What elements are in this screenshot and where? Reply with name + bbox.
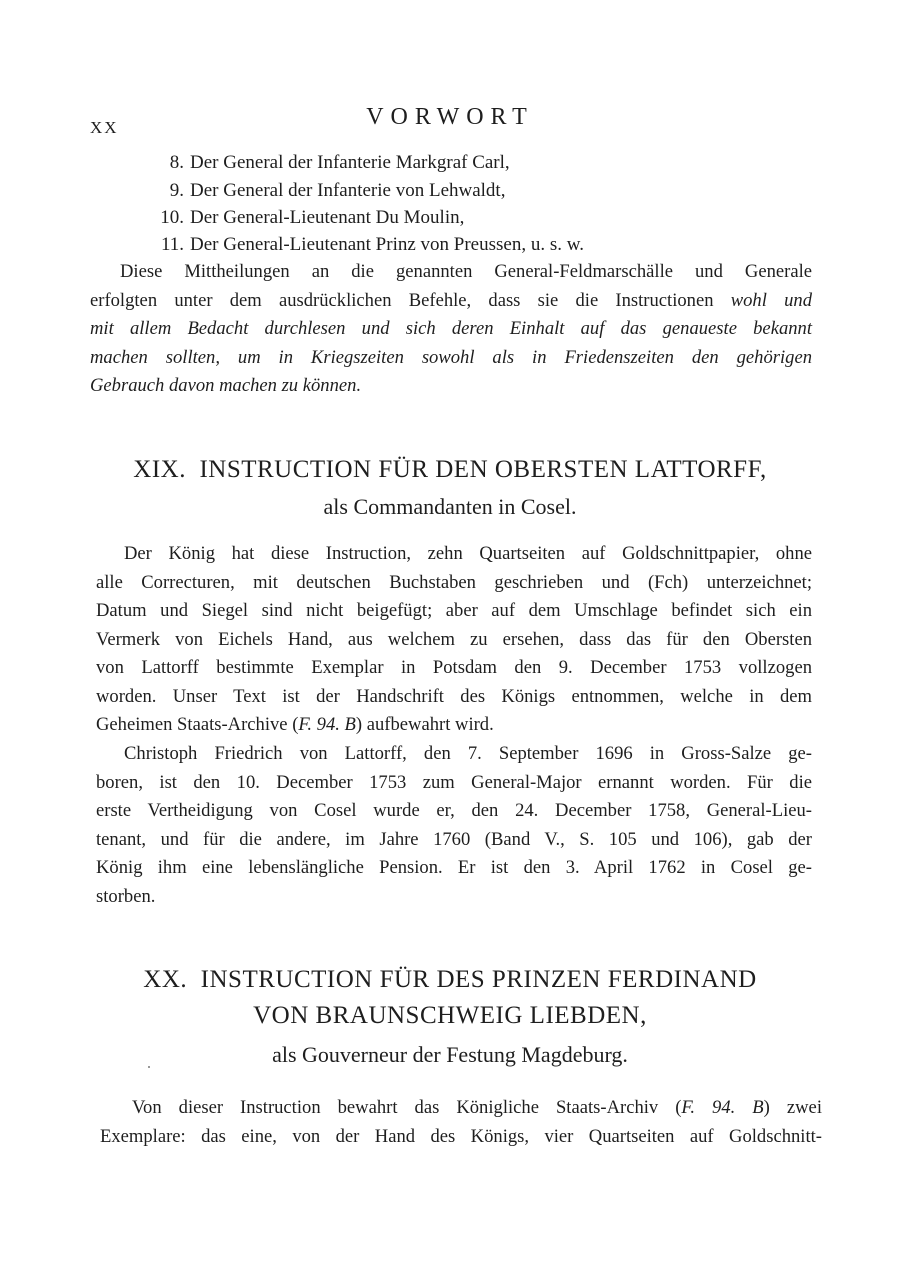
archive-reference: F. 94. B [298, 714, 356, 735]
list-item [158, 152, 510, 174]
list-item [158, 180, 505, 202]
paragraph-line: Exemplare: das eine, von der Hand des Königs, vier Quartseiten auf Goldschnitt- [100, 1125, 822, 1147]
list-item [150, 234, 584, 256]
section-xix-paragraph-2 [96, 740, 812, 911]
paragraph-text: Von dieser Instruction bewahrt das Königliche Staats-Archiv ( [132, 1097, 682, 1118]
paragraph-line: Datum und Siegel sind nicht beigefügt; aber auf dem Umschlage befindet sich ein [96, 600, 812, 621]
paragraph-line: Der König hat diese Instruction, zehn Quartseiten auf Goldschnittpapier, ohne [124, 543, 812, 564]
section-xx-paragraph-1 [100, 1094, 822, 1151]
paragraph-line [96, 711, 812, 740]
paragraph-line: Diese Mittheilungen an die genannten General-Feldmarschälle und Generale [120, 261, 812, 282]
paragraph-line: König ihm eine lebenslängliche Pension. Er ist den 3. April 1762 in Cosel ge- [96, 857, 812, 878]
paragraph-line: tenant, und für die andere, im Jahre 1760 (Band V., S. 105 und 106), gab der [96, 828, 812, 850]
paragraph-line: machen sollten, um in Kriegszeiten sowohl als in Friedenszeiten den gehörigen [90, 346, 812, 368]
section-xix-paragraph-1 [96, 540, 812, 740]
list-item-text: Der General-Lieutenant Du Moulin, [190, 207, 465, 228]
paragraph-text: ) aufbewahrt wird. [355, 714, 494, 735]
list-item-text: Der General der Infanterie von Lehwaldt, [190, 180, 506, 201]
list-item-number: 9. [169, 180, 184, 201]
section-subheading-xix: als Commandanten in Cosel. [323, 494, 577, 519]
intro-paragraph [90, 258, 812, 401]
list-item-number: 10. [160, 207, 184, 228]
paragraph-line: mit allem Bedacht durchlesen und sich deren Einhalt auf das genaueste bekannt [90, 318, 812, 339]
paragraph-text: erfolgten unter dem ausdrücklichen Befehle, dass sie die Instructionen [90, 289, 731, 311]
paragraph-line: Vermerk von Eichels Hand, aus welchem zu ersehen, dass das für den Obersten [96, 628, 812, 650]
running-head: VORWORT [366, 104, 534, 130]
paragraph-text: ) zwei [763, 1097, 822, 1118]
section-subheading-xx: als Gouverneur der Festung Magdeburg. [272, 1042, 628, 1067]
emphasis-text: wohl und [730, 289, 812, 311]
paragraph-line: erste Vertheidigung von Cosel wurde er, den 24. December 1758, General-Lieu- [96, 800, 812, 821]
list-item-text: Der General der Infanterie Markgraf Carl, [190, 152, 510, 173]
paragraph-line [90, 287, 812, 316]
paragraph-line [100, 1094, 822, 1123]
archive-reference: F. 94. B [681, 1097, 764, 1118]
paragraph-line: worden. Unser Text ist der Handschrift des Königs entnommen, welche in dem [96, 685, 812, 707]
section-heading-xx-continued: VON BRAUNSCHWEIG LIEBDEN, [253, 1002, 647, 1029]
list-item [150, 207, 464, 229]
list-item-text: Der General-Lieutenant Prinz von Preussen, u. s. w. [190, 234, 584, 255]
paragraph-line: storben. [96, 885, 156, 907]
paragraph-line: Christoph Friedrich von Lattorff, den 7. September 1696 in Gross-Salze ge- [124, 743, 812, 764]
paragraph-line: alle Correcturen, mit deutschen Buchstaben geschrieben und (Fch) unterzeichnet; [96, 571, 812, 593]
page-folio: XX [90, 118, 119, 137]
paragraph-text: Geheimen Staats-Archive ( [96, 714, 299, 735]
section-heading-xix: XIX. INSTRUCTION FÜR DEN OBERSTEN LATTORFF, [133, 456, 767, 483]
paragraph-line: Gebrauch davon machen zu können. [90, 375, 362, 396]
section-heading-xx: XX. INSTRUCTION FÜR DES PRINZEN FERDINAND [143, 966, 757, 993]
list-item-number: 11. [160, 234, 184, 255]
paragraph-line: von Lattorff bestimmte Exemplar in Potsdam den 9. December 1753 vollzogen [96, 657, 812, 678]
list-item-number: 8. [169, 152, 184, 173]
print-speck [148, 1066, 150, 1068]
paragraph-line: boren, ist den 10. December 1753 zum General-Major ernannt worden. Für die [96, 771, 812, 793]
